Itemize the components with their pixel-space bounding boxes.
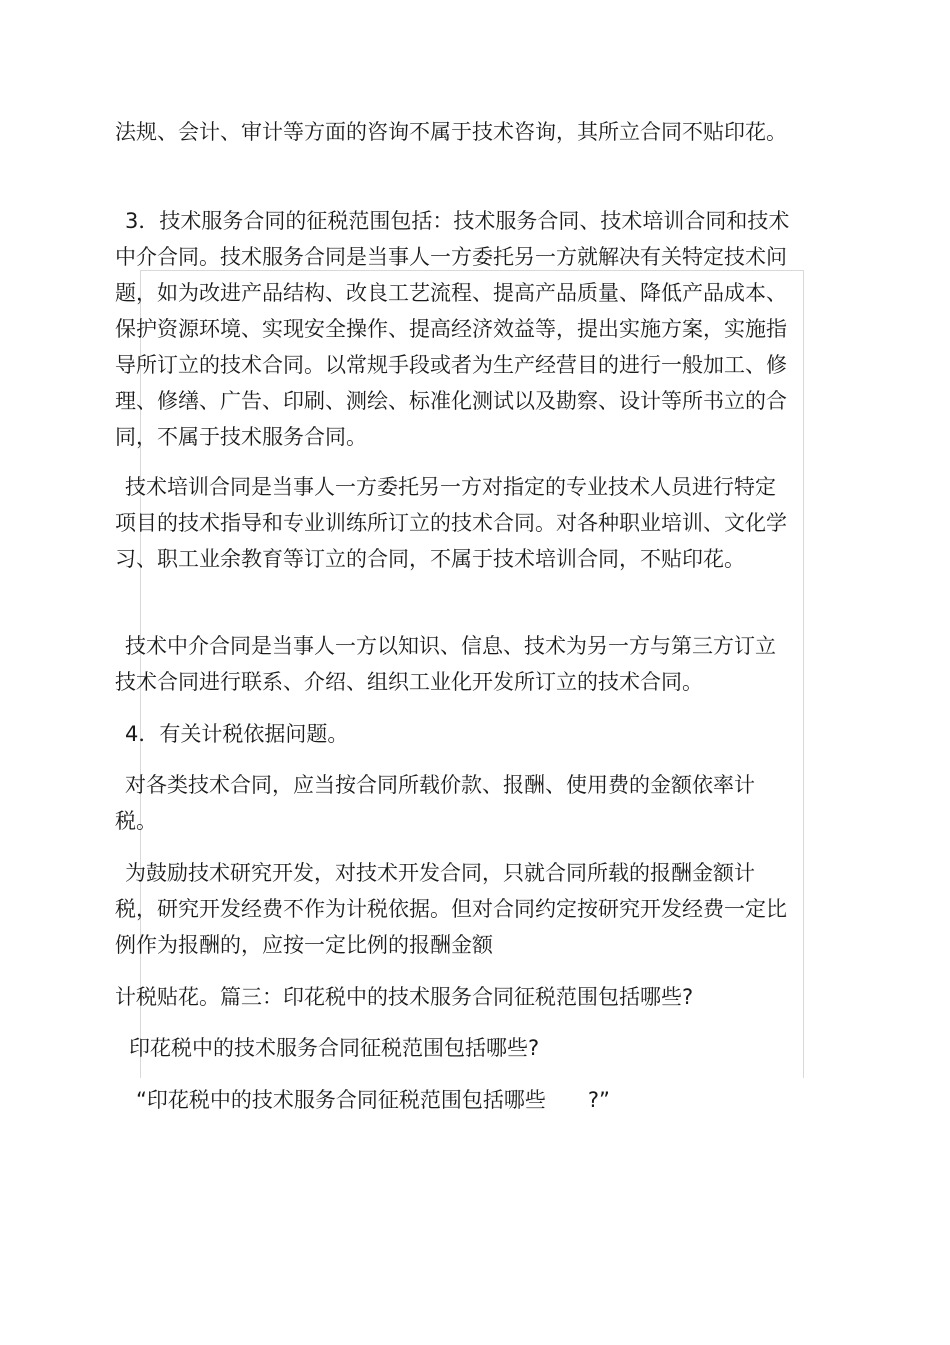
paragraph-quoted-question: “印花税中的技术服务合同征税范围包括哪些 ?”: [136, 1088, 610, 1112]
paragraph-part-three-title: 计税贴花。篇三：印花税中的技术服务合同征税范围包括哪些?: [115, 985, 694, 1009]
paragraph-consulting-exclusion: 法规、会计、审计等方面的咨询不属于技术咨询，其所立合同不贴印花。: [115, 120, 787, 144]
paragraph-tax-rate: 对各类技术合同，应当按合同所载价款、报酬、使用费的金额依率计税。: [115, 773, 755, 833]
paragraph-tax-basis-heading: 4．有关计税依据问题。: [125, 722, 349, 746]
frame-border-right: [803, 270, 804, 1078]
paragraph-question: 印花税中的技术服务合同征税范围包括哪些?: [129, 1036, 540, 1060]
paragraph-rd-encouragement: 为鼓励技术研究开发，对技术开发合同，只就合同所载的报酬金额计税，研究开发经费不作为计税依据。但对合同约定按研究开发经费一定比例作为报酬的，应按一定比例的报酬金额: [115, 861, 787, 957]
paragraph-tech-intermediary: 技术中介合同是当事人一方以知识、信息、技术为另一方与第三方订立技术合同进行联系、介绍、组织工业化开发所订立的技术合同。: [115, 634, 776, 694]
paragraph-tech-training: 技术培训合同是当事人一方委托另一方对指定的专业技术人员进行特定项目的技术指导和专业训练所订立的技术合同。对各种职业培训、文化学习、职工业余教育等订立的合同，不属于技术培训合同，不贴印花。: [115, 475, 787, 571]
paragraph-tech-service-scope: 3．技术服务合同的征税范围包括：技术服务合同、技术培训合同和技术中介合同。技术服务合同是当事人一方委托另一方就解决有关特定技术问题，如为改进产品结构、改良工艺流程、提高产品质量、降低产品成本、保护资源环境、实现安全操作、提高经济效益等，提出实施方案，实施指导所订立的技术合同。以常规手段或者为生产经营目的进行一般加工、修理、修缮、广告、印刷、测绘、标准化测试以及勘察、设计等所书立的合同，不属于技术服务合同。: [115, 209, 790, 449]
